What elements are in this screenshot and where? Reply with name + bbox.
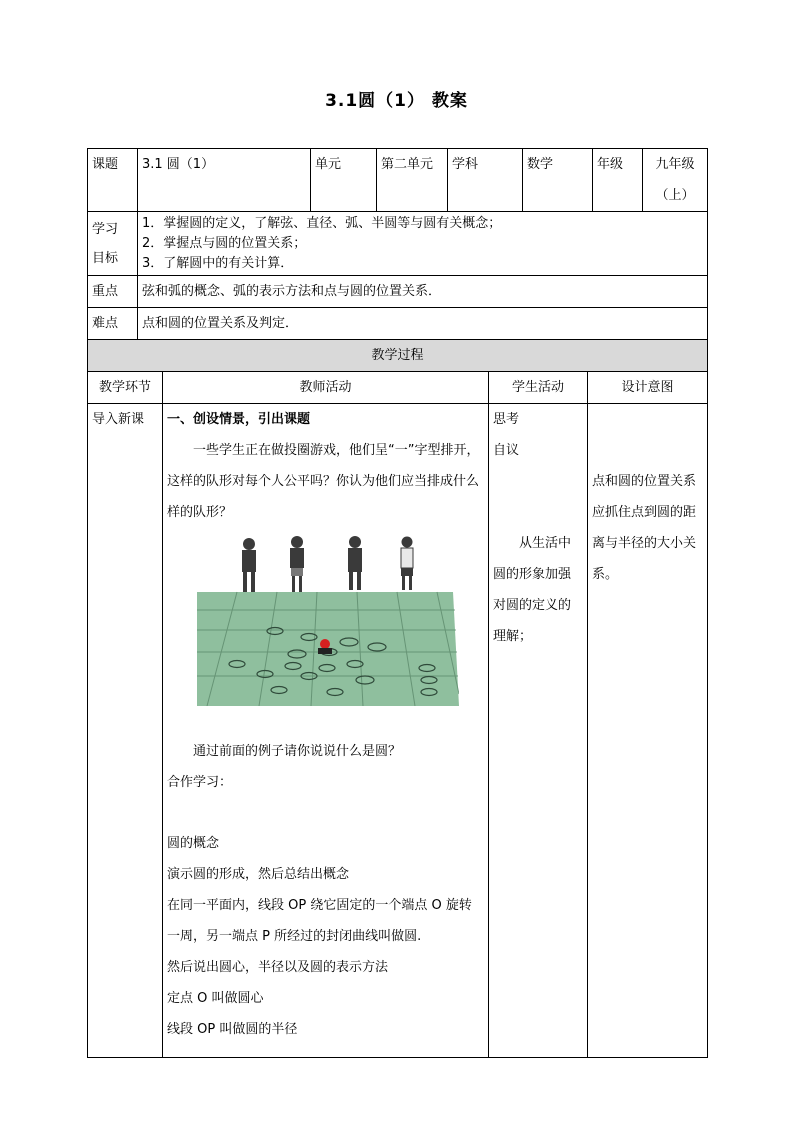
intent-text: 点和圆的位置关系应抓住点到圆的距离与半径的大小关系。 xyxy=(592,474,697,582)
grade-label: 年级 xyxy=(593,149,643,212)
page-title: 3.1圆（1） 教案 xyxy=(325,91,468,111)
child-1 xyxy=(242,538,256,592)
radius-line: 线段 OP 叫做圆的半径 xyxy=(167,1022,298,1037)
col-intent: 设计意图 xyxy=(588,372,708,404)
subject-label: 课题 xyxy=(88,149,138,212)
key-label: 重点 xyxy=(88,276,138,308)
col-student: 学生活动 xyxy=(489,372,588,404)
grade-line-2: （上） xyxy=(655,188,695,203)
demo-line: 演示圆的形成，然后总结出概念 xyxy=(167,867,350,882)
goal-item: 3．了解圆中的有关计算． xyxy=(142,256,294,271)
info-table xyxy=(87,148,708,340)
then-line: 然后说出圆心，半径以及圆的表示方法 xyxy=(167,960,389,975)
intent-cell xyxy=(588,404,708,1058)
col-stage: 教学环节 xyxy=(88,372,163,404)
hard-value: 点和圆的位置关系及判定． xyxy=(138,308,708,340)
goal-label-line-2: 目标 xyxy=(92,251,119,266)
unit-label: 单元 xyxy=(311,149,377,212)
process-table xyxy=(87,339,708,1058)
question-line: 通过前面的例子请你说说什么是圆？ xyxy=(193,744,402,759)
coop-line: 合作学习： xyxy=(167,775,233,790)
goal-label xyxy=(88,212,138,276)
grade-value xyxy=(643,149,708,212)
student-discuss: 自议 xyxy=(493,443,520,458)
goal-label-line-1: 学习 xyxy=(92,222,119,237)
teacher-cell xyxy=(163,404,489,1058)
section-heading: 一、创设情景，引出课题 xyxy=(167,412,311,427)
definition-line: 在同一平面内，线段 OP 绕它固定的一个端点 O 旋转一周，另一端点 P 所经过的封闭曲线叫做圆. xyxy=(167,898,472,944)
goal-list xyxy=(138,212,708,276)
subject-value: 3.1 圆（1） xyxy=(138,149,311,212)
student-cell xyxy=(489,404,588,1058)
ring-toss-illustration xyxy=(197,534,459,706)
key-value: 弦和弧的概念、弧的表示方法和点与圆的位置关系． xyxy=(138,276,708,308)
concept-line: 圆的概念 xyxy=(167,836,220,851)
student-understand: 从生活中圆的形象加强对圆的定义的理解； xyxy=(493,536,572,644)
discipline-label: 学科 xyxy=(448,149,523,212)
col-teacher: 教师活动 xyxy=(163,372,489,404)
unit-value: 第二单元 xyxy=(377,149,448,212)
discipline-value: 数学 xyxy=(523,149,593,212)
process-header: 教学过程 xyxy=(88,340,708,372)
child-3 xyxy=(348,536,362,590)
children-figures xyxy=(242,536,413,592)
grade-line-1: 九年级 xyxy=(655,157,695,172)
scenario-paragraph: 一些学生正在做投圈游戏，他们呈“一”字型排开，这样的队形对每个人公平吗？你认为他们应当排成什么样的队形？ xyxy=(167,443,480,520)
goal-item: 1．掌握圆的定义，了解弦、直径、弧、半圆等与圆有关概念； xyxy=(142,216,502,231)
center-line: 定点 O 叫做圆心 xyxy=(167,991,264,1006)
child-2 xyxy=(290,536,304,592)
student-think: 思考 xyxy=(493,412,520,427)
child-4 xyxy=(401,537,413,591)
hard-label: 难点 xyxy=(88,308,138,340)
goal-item: 2．掌握点与圆的位置关系； xyxy=(142,236,307,251)
stage-cell: 导入新课 xyxy=(88,404,163,1058)
